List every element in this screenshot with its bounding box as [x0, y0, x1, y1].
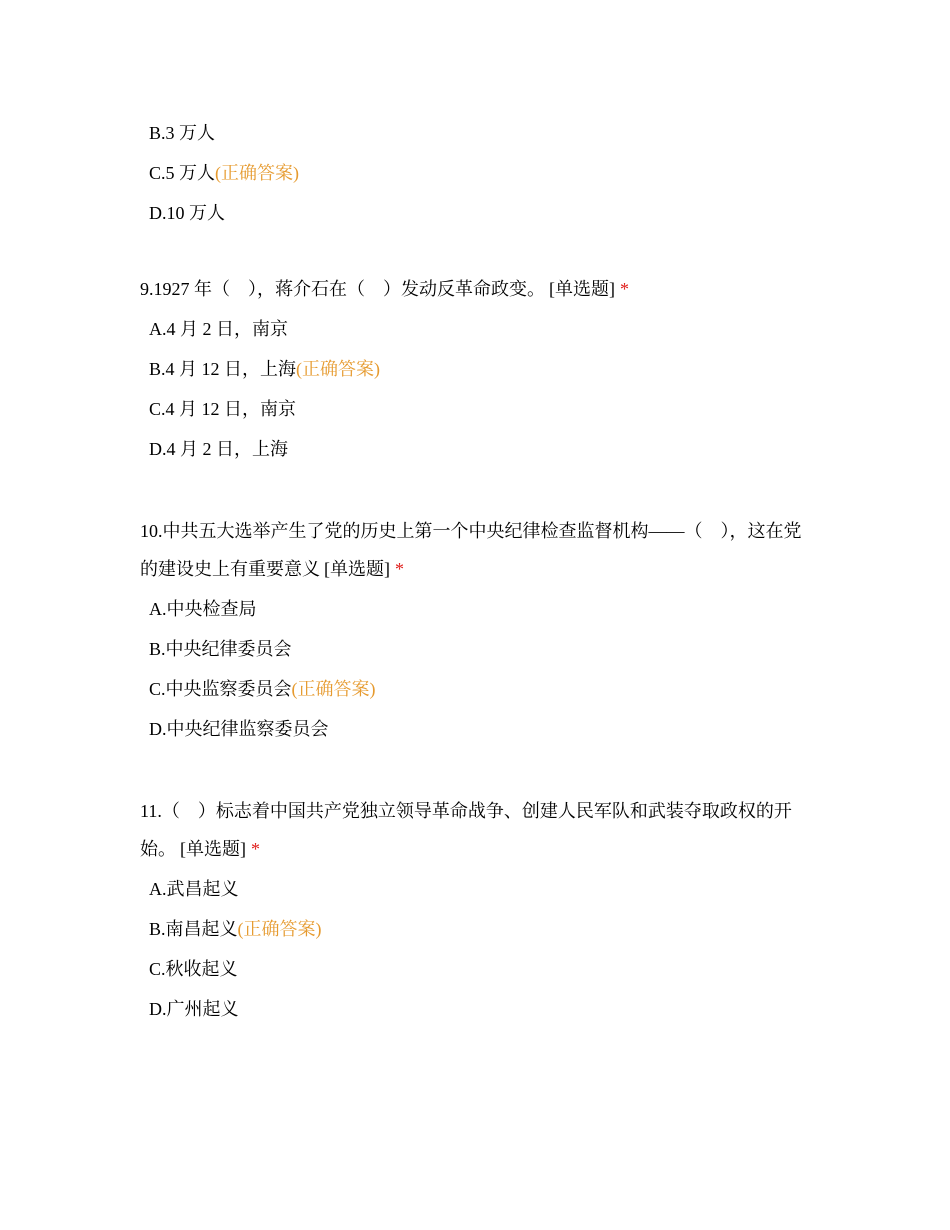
option-label: C.4 月 12 日，南京: [149, 399, 297, 419]
question-10: [140, 512, 810, 757]
option-b: [149, 917, 810, 957]
option-label: D.4 月 2 日，上海: [149, 439, 288, 459]
question-type-tag: [单选题]: [324, 559, 390, 579]
option-c: [149, 957, 810, 997]
option-c: [149, 397, 810, 437]
option-label: B.南昌起义: [149, 919, 238, 939]
option-label: D.10 万人: [149, 203, 225, 223]
option-c: [149, 677, 810, 717]
question-stem: 9.1927 年（ ），蒋介石在（ ）发动反革命政变。: [140, 279, 545, 299]
correct-answer-marker: (正确答案): [215, 163, 300, 183]
question-text: [140, 792, 810, 868]
correct-answer-marker: (正确答案): [296, 359, 381, 379]
question-9: [140, 270, 810, 477]
option-label: C.中央监察委员会: [149, 679, 292, 699]
option-b: [149, 357, 810, 397]
option-c: [149, 161, 810, 201]
question-type-tag: [单选题]: [180, 839, 246, 859]
option-label: A.中央检查局: [149, 599, 257, 619]
correct-answer-marker: (正确答案): [291, 679, 376, 699]
option-label: C.秋收起义: [149, 959, 238, 979]
option-label: B.3 万人: [149, 123, 216, 143]
option-b: [149, 121, 810, 161]
option-d: [149, 201, 810, 241]
option-a: [149, 877, 810, 917]
option-a: [149, 317, 810, 357]
question-type-tag: [单选题]: [549, 279, 615, 299]
option-b: [149, 637, 810, 677]
required-asterisk: *: [395, 559, 404, 579]
option-label: D.广州起义: [149, 999, 239, 1019]
question-text: [140, 512, 810, 588]
question-text: [140, 270, 810, 308]
option-label: D.中央纪律监察委员会: [149, 719, 329, 739]
question-11: [140, 792, 810, 1037]
option-label: C.5 万人: [149, 163, 216, 183]
option-d: [149, 717, 810, 757]
option-label: A.武昌起义: [149, 879, 239, 899]
required-asterisk: *: [251, 839, 260, 859]
required-asterisk: *: [620, 279, 629, 299]
question-stem: 11.（ ）标志着中国共产党独立领导革命战争、创建人民军队和武装夺取政权的开始。: [140, 801, 792, 859]
option-label: B.4 月 12 日，上海: [149, 359, 297, 379]
correct-answer-marker: (正确答案): [237, 919, 322, 939]
option-label: A.4 月 2 日，南京: [149, 319, 288, 339]
question-stem: 10.中共五大选举产生了党的历史上第一个中央纪律检查监督机构——（ ），这在党的建设史上有重要意义: [140, 521, 802, 579]
option-a: [149, 597, 810, 637]
option-d: [149, 997, 810, 1037]
option-d: [149, 437, 810, 477]
question-8-options: [140, 121, 810, 241]
option-label: B.中央纪律委员会: [149, 639, 292, 659]
